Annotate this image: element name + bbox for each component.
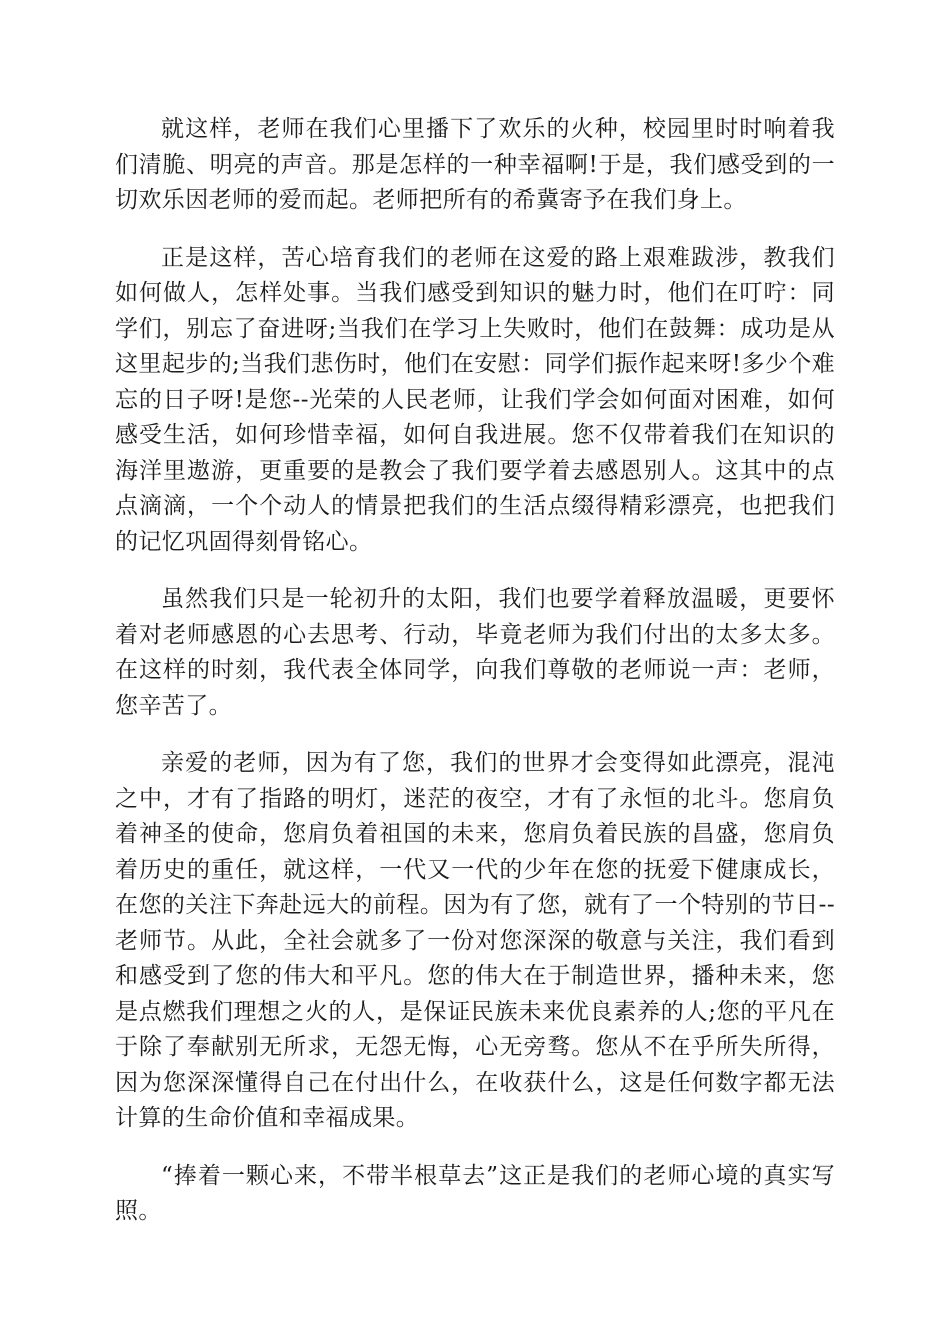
paragraph-2: 正是这样，苦心培育我们的老师在这爱的路上艰难跋涉，教我们如何做人，怎样处事。当我们感受到知识的魅力时，他们在叮咛：同学们，别忘了奋进呀;当我们在学习上失败时，他们在鼓舞：成功是从这里起步的;当我们悲伤时，他们在安慰：同学们振作起来呀!多少个难忘的日子呀!是您--光荣的人民老师，让我们学会如何面对困难，如何感受生活，如何珍惜幸福，如何自我进展。您不仅带着我们在知识的海洋里遨游，更重要的是教会了我们要学着去感恩别人。这其中的点点滴滴，一个个动人的情景把我们的生活点缀得精彩漂亮，也把我们的记忆巩固得刻骨铭心。: [115, 244, 835, 555]
paragraph-1: 就这样，老师在我们心里播下了欢乐的火种，校园里时时响着我们清脆、明亮的声音。那是怎样的一种幸福啊!于是，我们感受到的一切欢乐因老师的爱而起。老师把所有的希冀寄予在我们身上。: [115, 116, 835, 213]
paragraph-3: 虽然我们只是一轮初升的太阳，我们也要学着释放温暖，更要怀着对老师感恩的心去思考、行动，毕竟老师为我们付出的太多太多。在这样的时刻，我代表全体同学，向我们尊敬的老师说一声：老师，您辛苦了。: [115, 586, 835, 719]
paragraph-4: 亲爱的老师，因为有了您，我们的世界才会变得如此漂亮，混沌之中，才有了指路的明灯，迷茫的夜空，才有了永恒的北斗。您肩负着神圣的使命，您肩负着祖国的未来，您肩负着民族的昌盛，您肩负着历史的重任，就这样，一代又一代的少年在您的抚爱下健康成长，在您的关注下奔赴远大的前程。因为有了您，就有了一个特别的节日--老师节。从此，全社会就多了一份对您深深的敬意与关注，我们看到和感受到了您的伟大和平凡。您的伟大在于制造世界，播种未来，您是点燃我们理想之火的人，是保证民族未来优良素养的人;您的平凡在于除了奉献别无所求，无怨无悔，心无旁骛。您从不在乎所失所得，因为您深深懂得自己在付出什么，在收获什么，这是任何数字都无法计算的生命价值和幸福成果。: [115, 750, 835, 1131]
document-body: [115, 112, 835, 1252]
paragraph-5: “捧着一颗心来，不带半根草去”这正是我们的老师心境的真实写照。: [115, 1162, 835, 1224]
